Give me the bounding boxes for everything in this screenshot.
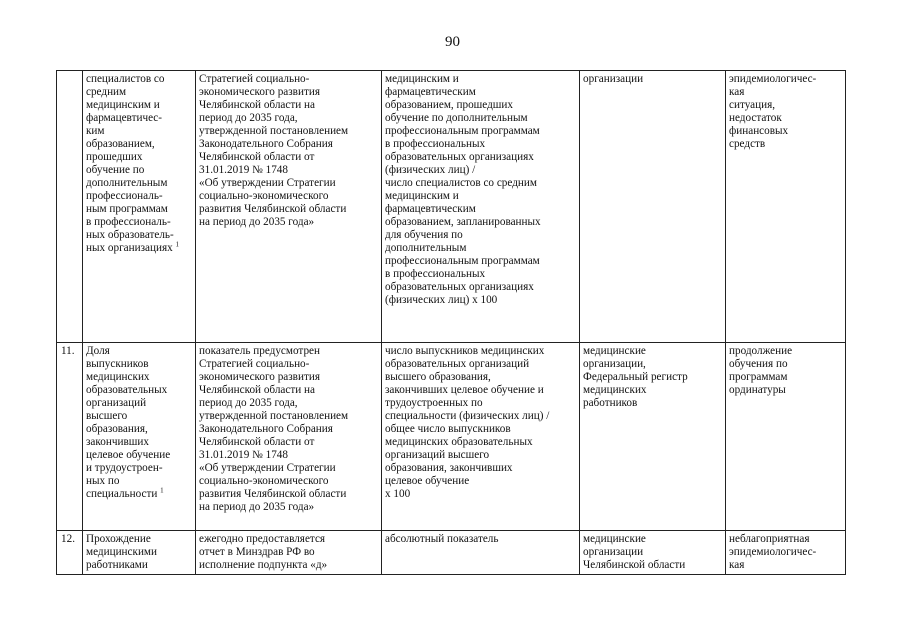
table-row [57,343,846,531]
indicators-table [56,70,846,575]
indicator-text: специалистов со средним медицинским и фармацевтичес- ким образованием, прошедших обучение по дополнительным профессиональ- ным программам в профессиональ- ных образователь- ных организациях [86,73,174,254]
indicator-cell [83,531,196,575]
basis-cell: показатель предусмотрен Стратегией социально- экономического развития Челябинской области на период до 2035 года, утвержденной постановлением Законодательного Собрания Челябинской области от 31.01.2019 № 1748 «Об утверждении Стратегии социально-экономического развития Челябинской области на период до 2035 года» [196,343,382,531]
basis-cell: ежегодно предоставляется отчет в Минздрав РФ во исполнение подпункта «д» [196,531,382,575]
row-number: 12. [57,531,83,575]
indicator-cell [83,71,196,343]
method-cell: абсолютный показатель [382,531,580,575]
source-cell: организации [580,71,726,343]
page-number: 90 [445,34,460,50]
row-number [57,71,83,343]
method-cell: медицинским и фармацевтическим образованием, прошедших обучение по дополнительным профессиональным программам в профессиональных образовательных организациях (физических лиц) / число специалистов со средним медицинским и фармацевтическим образованием, запланированных для обучения по дополнительным профессиональным программам в профессиональных образовательных организациях (физических лиц) х 100 [382,71,580,343]
risks-cell: эпидемиологичес- кая ситуация, недостаток финансовых средств [726,71,846,343]
footnote-mark: 1 [175,240,180,249]
source-cell: медицинские организации Челябинской области [580,531,726,575]
table-row [57,531,846,575]
method-cell: число выпускников медицинских образовательных организаций высшего образования, закончивших целевое обучение и трудоустроенных по специальности (физических лиц) / общее число выпускников медицинских образовательных организаций высшего образования, закончивших целевое обучение х 100 [382,343,580,531]
row-number: 11. [57,343,83,531]
indicator-cell [83,343,196,531]
indicator-text: Доля выпускников медицинских образовательных организаций высшего образования, закончивших целевое обучение и трудоустроен- ных по специальности [86,345,171,500]
basis-cell: Стратегией социально- экономического развития Челябинской области на период до 2035 года, утвержденной постановлением Законодательного Собрания Челябинской области от 31.01.2019 № 1748 «Об утверждении Стратегии социально-экономического развития Челябинской области на период до 2035 года» [196,71,382,343]
footnote-mark: 1 [160,486,164,495]
source-cell: медицинские организации, Федеральный регистр медицинских работников [580,343,726,531]
table-row [57,71,846,343]
risks-cell: продолжение обучения по программам ординатуры [726,343,846,531]
risks-cell: неблагоприятная эпидемиологичес- кая [726,531,846,575]
indicator-text: Прохождение медицинскими работниками [86,533,157,571]
